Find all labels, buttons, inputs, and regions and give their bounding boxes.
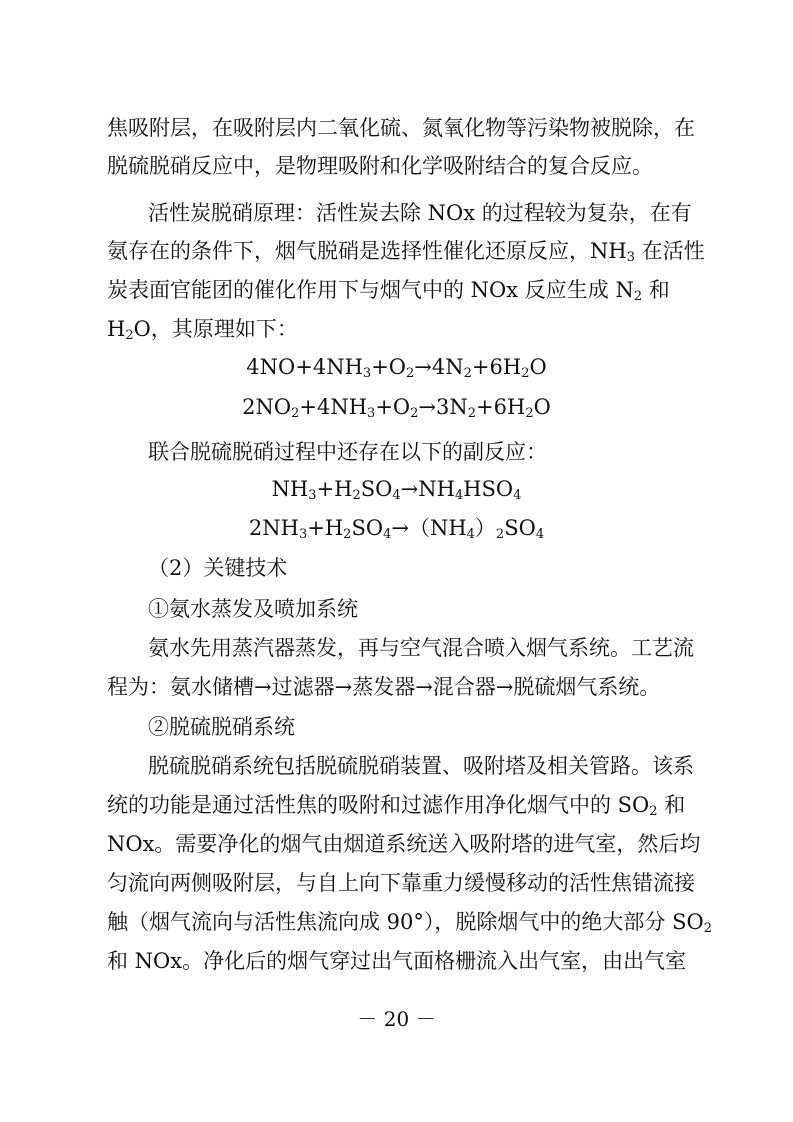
eq-part: +O xyxy=(375,395,411,419)
eq-part: →NH xyxy=(400,477,455,501)
text-line-18 xyxy=(0,785,793,825)
eq-part: →（NH xyxy=(391,516,467,540)
eq-sub: 2 xyxy=(410,406,419,421)
equation-text xyxy=(272,477,522,501)
text-line-20 xyxy=(0,863,793,903)
text-part: 在活性 xyxy=(634,239,705,263)
text-part: 氨存在的条件下，烟气脱硝是选择性催化还原反应，NH xyxy=(107,239,627,263)
text-line-22 xyxy=(0,941,793,981)
eq-part: →4N xyxy=(414,355,464,379)
eq-sub: 2 xyxy=(406,366,415,381)
eq-part: →3N xyxy=(418,395,468,419)
text-part: 和 xyxy=(657,793,686,817)
text-line-5 xyxy=(0,270,793,310)
text-line-3 xyxy=(0,193,793,233)
text-part: H xyxy=(107,317,126,341)
text: 焦吸附层，在吸附层内二氧化硫、氮氧化物等污染物被脱除，在 xyxy=(107,116,695,140)
eq-part: O xyxy=(533,395,551,419)
eq-sub: 2 xyxy=(463,366,472,381)
page-number: － 20 － xyxy=(357,1007,436,1031)
eq-part: 4NO+4NH xyxy=(246,355,363,379)
eq-part: SO xyxy=(360,477,393,501)
eq-sub: 4 xyxy=(392,488,401,503)
equation-4 xyxy=(0,508,793,548)
eq-part: +6H xyxy=(471,355,522,379)
equation-text xyxy=(246,355,546,379)
text-part: O，其原理如下： xyxy=(133,317,298,341)
eq-sub: 2 xyxy=(343,527,352,542)
eq-part: O xyxy=(529,355,547,379)
text: ②脱硫脱硝系统 xyxy=(148,715,295,739)
subscript: 2 xyxy=(703,921,712,936)
eq-part: SO xyxy=(504,516,536,540)
text-line-15 xyxy=(0,667,793,707)
equation-2 xyxy=(0,387,793,427)
text: 和 NOx。净化后的烟气穿过出气面格栅流入出气室，由出气室 xyxy=(107,949,687,973)
eq-sub: 3 xyxy=(298,527,308,542)
text-part: 触（烟气流向与活性焦流向成 90°），脱除烟气中的绝大部分 SO xyxy=(107,910,704,934)
text: 脱硫脱硝系统包括脱硫脱硝装置、吸附塔及相关管路。该系 xyxy=(148,754,694,778)
equation-1 xyxy=(0,347,793,387)
eq-sub: 4 xyxy=(535,527,545,542)
text-line-6 xyxy=(0,309,793,349)
text: NOx。需要净化的烟气由烟道系统送入吸附塔的进气室，然后均 xyxy=(107,832,701,856)
text: （2）关键技术 xyxy=(148,556,288,580)
text-part: 炭表面官能团的催化作用下与烟气中的 NOx 反应生成 N xyxy=(107,278,634,302)
text-line-2 xyxy=(0,146,793,186)
eq-part: 2NO xyxy=(242,395,292,419)
subsection-heading-1 xyxy=(0,589,793,629)
eq-sub: 4 xyxy=(513,488,522,503)
eq-part: +O xyxy=(371,355,406,379)
eq-sub: 3 xyxy=(308,488,317,503)
subsection-heading-2 xyxy=(0,707,793,747)
eq-sub: 2 xyxy=(291,406,300,421)
eq-part: SO xyxy=(351,516,384,540)
text-part: 统的功能是通过活性焦的吸附和过滤作用净化烟气中的 SO xyxy=(107,793,650,817)
text: ①氨水蒸发及喷加系统 xyxy=(148,597,358,621)
text-line-14 xyxy=(0,628,793,668)
text-line-1 xyxy=(0,108,793,148)
subscript: 2 xyxy=(125,328,134,343)
text xyxy=(107,231,705,271)
text-line-9 xyxy=(0,432,793,472)
subscript: 2 xyxy=(633,289,643,304)
text: 氨水先用蒸汽器蒸发，再与空气混合喷入烟气系统。工艺流 xyxy=(148,636,694,660)
eq-part: +6H xyxy=(476,395,526,419)
text-line-4 xyxy=(0,231,793,271)
eq-sub: 3 xyxy=(367,406,376,421)
equation-text xyxy=(249,516,544,540)
text xyxy=(107,785,685,825)
eq-sub: 2 xyxy=(495,527,505,542)
eq-sub: 2 xyxy=(521,366,530,381)
eq-sub: 3 xyxy=(362,366,372,381)
eq-part: 2NH xyxy=(248,516,299,540)
eq-sub: 4 xyxy=(454,488,464,503)
eq-sub: 2 xyxy=(352,488,361,503)
eq-sub: 2 xyxy=(467,406,477,421)
text: 联合脱硫脱硝过程中还存在以下的副反应： xyxy=(148,440,547,464)
eq-part: HSO xyxy=(463,477,514,501)
equation-3 xyxy=(0,469,793,509)
eq-part: ） xyxy=(474,516,496,540)
eq-part: NH xyxy=(271,477,309,501)
eq-sub: 4 xyxy=(383,527,392,542)
text: 匀流向两侧吸附层，与自上向下靠重力缓慢移动的活性焦错流接 xyxy=(107,871,695,895)
subscript: 3 xyxy=(626,250,635,265)
text: 活性炭脱硝原理：活性炭去除 NOx 的过程较为复杂，在有 xyxy=(148,201,692,225)
text-part: 和 xyxy=(642,278,670,302)
eq-part: +4NH xyxy=(299,395,368,419)
text: 程为：氨水储槽→过滤器→蒸发器→混合器→脱硫烟气系统。 xyxy=(107,675,661,699)
equation-text xyxy=(242,395,551,419)
text xyxy=(107,309,298,349)
text-line-19 xyxy=(0,824,793,864)
text-line-21 xyxy=(0,902,793,942)
text xyxy=(107,270,670,310)
text: 脱硫脱硝反应中，是物理吸附和化学吸附结合的复合反应。 xyxy=(107,154,653,178)
eq-part: +H xyxy=(316,477,353,501)
eq-sub: 2 xyxy=(525,406,534,421)
eq-sub: 4 xyxy=(466,527,475,542)
eq-part: +H xyxy=(307,516,344,540)
text-line-17 xyxy=(0,746,793,786)
text xyxy=(107,902,712,942)
section-heading-key-tech xyxy=(0,548,793,588)
subscript: 2 xyxy=(649,804,658,819)
